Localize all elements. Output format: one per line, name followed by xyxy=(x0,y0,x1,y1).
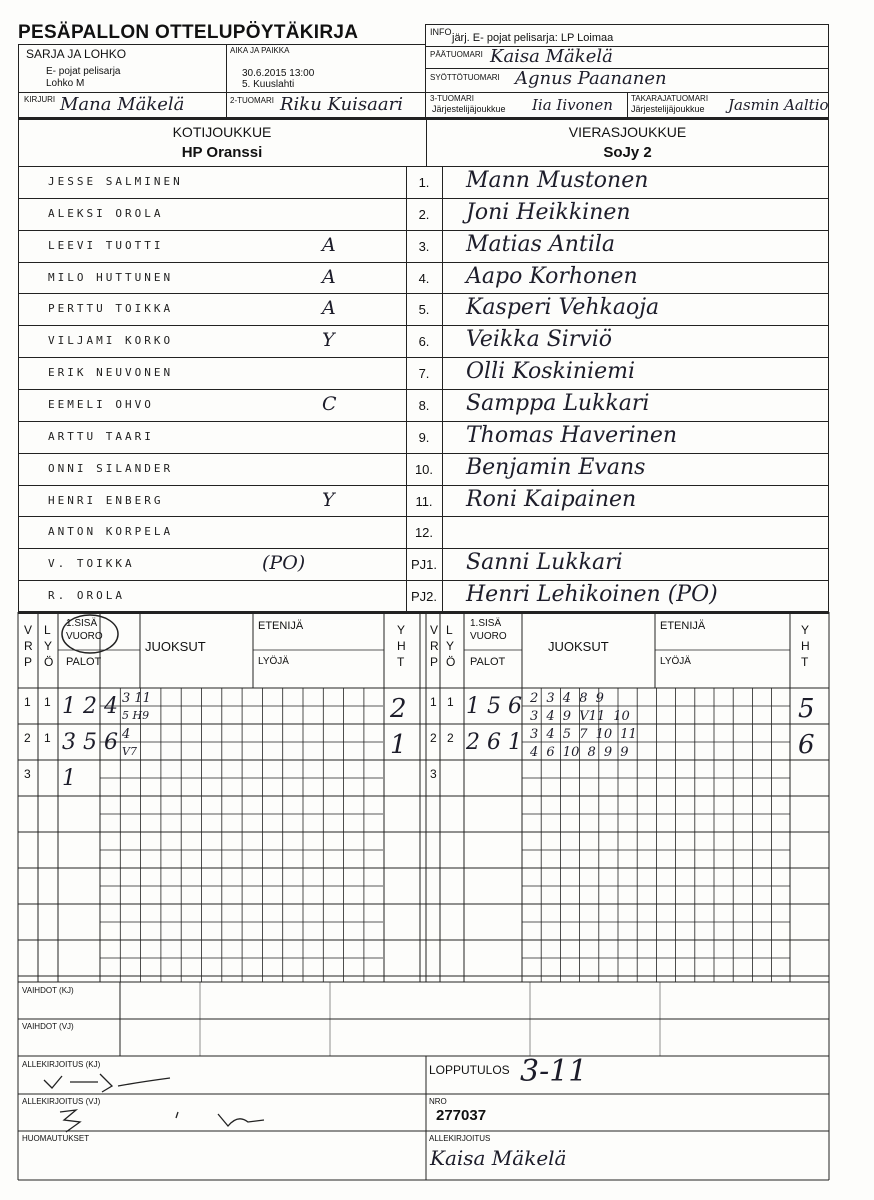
home-player-name: ALEKSI OROLA xyxy=(48,206,164,220)
home-period-palot: 1 xyxy=(62,766,76,791)
home-player-mark: A xyxy=(322,297,336,320)
player-number: 5. xyxy=(418,302,430,318)
away-etenija-header: ETENIJÄ xyxy=(660,620,706,632)
away-runs-bottom: 4 6 10 8 9 9 xyxy=(530,745,629,760)
home-player-name: ONNI SILANDER xyxy=(48,461,174,475)
time-value: 30.6.2015 13:00 xyxy=(242,68,315,79)
scorer-value: Mana Mäkelä xyxy=(60,94,185,115)
home-player-name: VILJAMI KORKO xyxy=(48,334,174,348)
away-inning-2: VUORO xyxy=(470,631,507,642)
back-umpire-value: Jasmin Aaltio xyxy=(728,96,829,114)
home-player-name: ARTTU TAARI xyxy=(48,429,154,443)
player-number: PJ1. xyxy=(411,557,438,573)
subs-away-label: VAIHDOT (VJ) xyxy=(22,1022,74,1031)
home-period-lyo: 1 xyxy=(44,695,51,709)
away-period-palot: 2 6 1 xyxy=(466,730,522,755)
series-value-2: Lohko M xyxy=(46,78,85,89)
away-palot-header: PALOT xyxy=(470,656,506,668)
home-runs-bottom: 5 H9 xyxy=(122,709,150,722)
away-player-name: Benjamin Evans xyxy=(466,454,646,480)
home-player-name: PERTTU TOIKKA xyxy=(48,302,174,316)
home-lyo-header: L Y Ö xyxy=(44,623,54,669)
home-inning-1: 1.SISÄ xyxy=(66,618,98,629)
player-number: PJ2. xyxy=(411,589,438,605)
away-player-name: Matias Antila xyxy=(466,231,616,257)
home-period-label: 2 xyxy=(24,731,31,745)
home-juoksut-header: JUOKSUT xyxy=(145,639,206,654)
home-player-name: V. TOIKKA xyxy=(48,557,135,571)
home-label: KOTIJOUKKUE xyxy=(172,124,272,140)
away-signature xyxy=(58,1104,268,1136)
home-etenija-header: ETENIJÄ xyxy=(258,620,304,632)
away-lyo-header: L Y Ö xyxy=(446,623,456,669)
info-label: INFO xyxy=(430,27,452,37)
sign-value: Kaisa Mäkelä xyxy=(430,1146,567,1170)
home-period-label: 3 xyxy=(24,767,31,781)
away-player-name: Henri Lehikoinen (PO) xyxy=(466,582,718,608)
home-player-name: EEMELI OHVO xyxy=(48,397,154,411)
form-title: PESÄPALLON OTTELUPÖYTÄKIRJA xyxy=(18,22,359,43)
away-player-name: Roni Kaipainen xyxy=(466,486,637,512)
away-lyoja-header: LYÖJÄ xyxy=(660,656,691,667)
home-name: HP Oranssi xyxy=(181,144,263,161)
nro-label: NRO xyxy=(429,1097,447,1106)
nro-value: 277037 xyxy=(436,1107,487,1124)
player-number: 2. xyxy=(418,206,430,222)
home-lyoja-header: LYÖJÄ xyxy=(258,656,289,667)
player-number: 3. xyxy=(418,238,430,254)
umpire3-note: Järjestelijäjoukkue xyxy=(432,104,506,114)
away-player-name: Kasperi Vehkaoja xyxy=(466,295,660,321)
away-vrp-header: V R P xyxy=(430,623,439,669)
away-yht-header: Y H T xyxy=(801,623,810,669)
away-juoksut-header: JUOKSUT xyxy=(548,639,609,654)
away-period-total: 5 xyxy=(798,694,815,724)
pitch-umpire-label: SYÖTTÖTUOMARI xyxy=(430,73,500,82)
player-number: 12. xyxy=(414,525,434,541)
away-player-name: Aapo Korhonen xyxy=(466,263,638,289)
place-value: 5. Kuuslahti xyxy=(242,79,295,90)
home-runs-top: 4 xyxy=(122,727,131,742)
back-umpire-label: TAKARAJATUOMARI xyxy=(631,94,709,103)
home-palot-header: PALOT xyxy=(66,656,102,668)
series-value-1: E- pojat pelisarja xyxy=(46,66,121,77)
pitch-umpire-value: Agnus Paananen xyxy=(515,68,667,89)
away-runs-bottom: 3 4 9 V11 10 xyxy=(530,709,630,724)
home-runs-bottom: V7 xyxy=(122,745,137,758)
umpire2-value: Riku Kuisaari xyxy=(280,94,403,115)
umpire3-label: 3-TUOMARI xyxy=(430,94,474,103)
player-number: 7. xyxy=(418,366,430,382)
away-player-name: Olli Koskiniemi xyxy=(466,359,636,385)
away-period-lyo: 2 xyxy=(447,731,454,745)
player-number: 9. xyxy=(418,429,430,445)
home-player-mark: A xyxy=(322,233,336,256)
head-umpire-label: PÄÄTUOMARI xyxy=(430,50,483,59)
away-period-label: 1 xyxy=(430,695,437,709)
away-player-name: Veikka Sirviö xyxy=(466,327,613,353)
sign-home-label: ALLEKIRJOITUS (KJ) xyxy=(22,1060,101,1069)
player-number: 4. xyxy=(418,270,430,286)
away-period-label: 2 xyxy=(430,731,437,745)
scorer-label: KIRJURI xyxy=(24,95,56,104)
home-player-mark: Y xyxy=(322,488,335,511)
home-runs-top: 3 11 xyxy=(122,691,151,706)
umpire3-value: Iia Iivonen xyxy=(532,96,613,114)
away-period-palot: 1 5 6 xyxy=(466,694,522,719)
away-player-name: Samppa Lukkari xyxy=(466,390,650,416)
player-number: 1. xyxy=(418,175,430,190)
time-place-label: AIKA JA PAIKKA xyxy=(230,46,290,55)
home-period-total: 1 xyxy=(390,730,407,760)
away-label: VIERASJOUKKUE xyxy=(568,124,687,140)
player-number: 11. xyxy=(415,493,433,509)
home-player-name: JESSE SALMINEN xyxy=(48,175,183,188)
away-player-name: Mann Mustonen xyxy=(466,168,649,193)
away-player-name: Thomas Haverinen xyxy=(466,422,678,448)
sign-label: ALLEKIRJOITUS xyxy=(429,1134,491,1143)
home-player-name: ANTON KORPELA xyxy=(48,525,174,539)
player-number: 8. xyxy=(418,397,430,413)
home-period-palot: 1 2 4 xyxy=(62,694,118,719)
sign-away-label: ALLEKIRJOITUS (VJ) xyxy=(22,1097,101,1106)
back-umpire-note: Järjestelijäjoukkue xyxy=(631,104,705,114)
result-label: LOPPUTULOS xyxy=(429,1063,510,1077)
home-player-name: MILO HUTTUNEN xyxy=(48,270,174,284)
away-period-total: 6 xyxy=(798,730,815,760)
head-umpire-value: Kaisa Mäkelä xyxy=(490,46,613,67)
home-player-mark: Y xyxy=(322,329,335,352)
home-period-lyo: 1 xyxy=(44,731,51,745)
info-value: järj. E- pojat pelisarja: LP Loimaa xyxy=(452,32,614,44)
umpire2-label: 2-TUOMARI xyxy=(230,96,274,105)
player-number: 6. xyxy=(418,334,430,350)
away-inning-1: 1.SISÄ xyxy=(470,618,502,629)
home-player-mark: A xyxy=(322,265,336,288)
home-period-total: 2 xyxy=(390,694,407,724)
away-player-name: Joni Heikkinen xyxy=(466,199,631,225)
away-runs-top: 3 4 5 7 10 11 xyxy=(530,727,637,742)
series-label: SARJA JA LOHKO xyxy=(26,47,127,61)
away-player-name: Sanni Lukkari xyxy=(466,550,623,576)
result-value: 3-11 xyxy=(520,1054,588,1089)
home-vrp-header: V R P xyxy=(24,623,33,669)
home-yht-header: Y H T xyxy=(397,623,406,669)
away-runs-top: 2 3 4 8 9 xyxy=(530,691,604,706)
subs-home-label: VAIHDOT (KJ) xyxy=(22,986,74,995)
home-player-mark: C xyxy=(322,392,337,415)
notes-label: HUOMAUTUKSET xyxy=(22,1134,90,1143)
player-number: 10. xyxy=(414,461,434,477)
away-period-lyo: 1 xyxy=(447,695,454,709)
away-name: SoJy 2 xyxy=(603,144,652,161)
home-period-label: 1 xyxy=(24,695,31,709)
home-player-name: R. OROLA xyxy=(48,589,125,603)
home-player-name: ERIK NEUVONEN xyxy=(48,366,174,380)
home-player-name: HENRI ENBERG xyxy=(48,493,164,507)
home-player-name: LEEVI TUOTTI xyxy=(48,238,164,252)
home-signature xyxy=(40,1068,180,1096)
away-period-label: 3 xyxy=(430,767,437,781)
home-period-palot: 3 5 6 xyxy=(62,730,118,755)
home-player-mark: (PO) xyxy=(262,552,306,575)
home-inning-2: VUORO xyxy=(66,631,103,642)
